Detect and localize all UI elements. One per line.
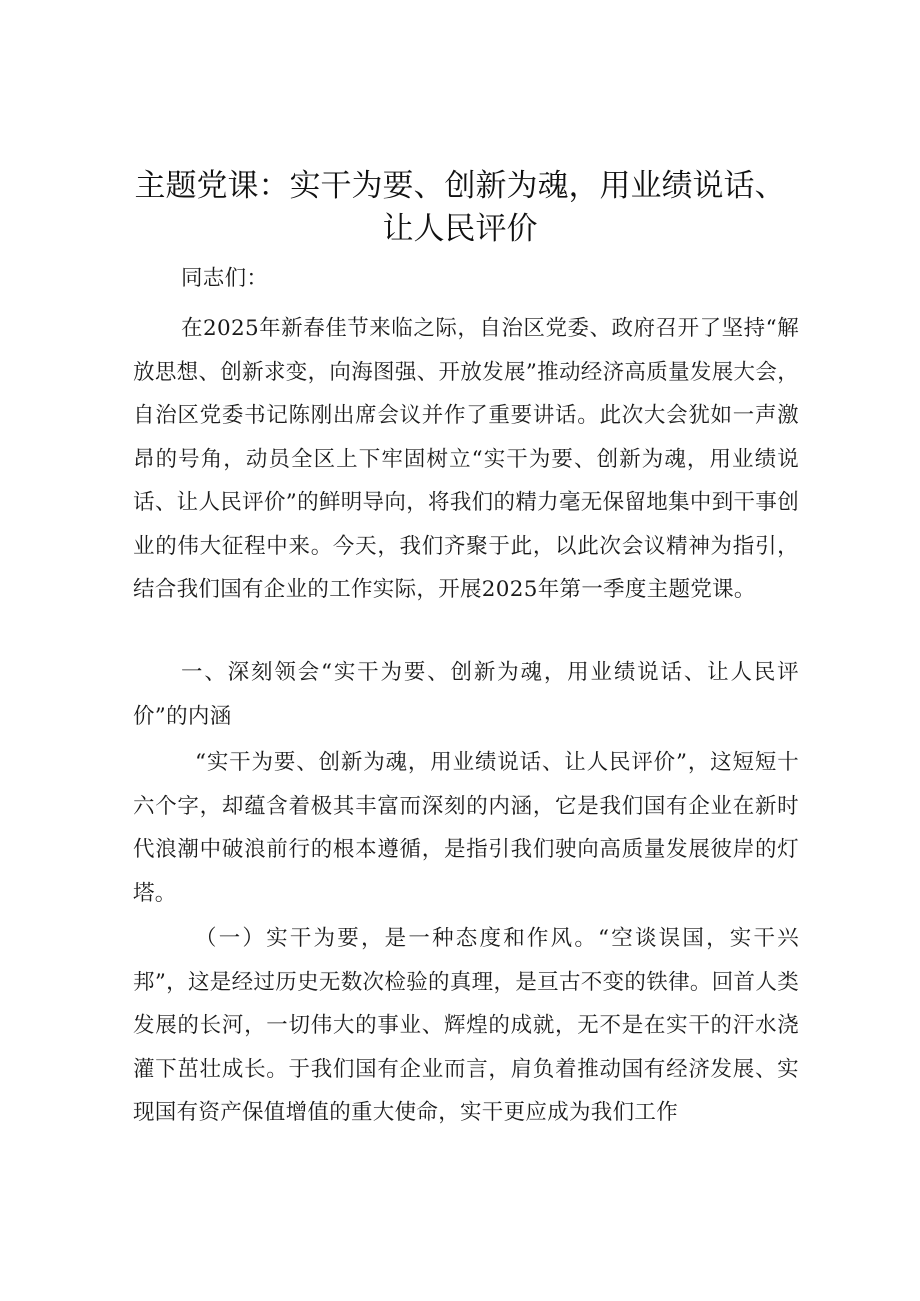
document-title: 主题党课：实干为要、创新为魂，用业绩说话、让人民评价 <box>134 168 786 247</box>
paragraph-section-1: “实干为要、创新为魂，用业绩说话、让人民评价”，这短短十六个字，却蕴含着极其丰富而深刻的内涵，它是我们国有企业在新时代浪潮中破浪前行的根本遵循，是指引我们驶向高质量发展彼岸的灯塔。 <box>133 750 799 906</box>
paragraph-subsection-1: （一）实干为要，是一种态度和作风。“空谈误国，实干兴邦”，这是经过历史无数次检验的真理，是亘古不变的铁律。回首人类发展的长河，一切伟大的事业、辉煌的成就，无不是在实干的汗水浇灌下茁壮成长。于我们国有企业而言，肩负着推动国有经济发展、实现国有资产保值增值的重大使命，实干更应成为我们工作 <box>133 926 799 1125</box>
section-heading-1: 一、深刻领会“实干为要、创新为魂，用业绩说话、让人民评价”的内涵 <box>133 660 799 729</box>
paragraph-intro: 在2025年新春佳节来临之际，自治区党委、政府召开了坚持“解放思想、创新求变，向海图强、开放发展”推动经济高质量发展大会，自治区党委书记陈刚出席会议并作了重要讲话。此次大会犹如一声激昂的号角，动员全区上下牢固树立“实干为要、创新为魂，用业绩说话、让人民评价”的鲜明导向，将我们的精力毫无保留地集中到干事创业的伟大征程中来。今天，我们齐聚于此，以此次会议精神为指引，结合我们国有企业的工作实际，开展2025年第一季度主题党课。 <box>133 316 799 602</box>
greeting: 同志们： <box>181 266 269 291</box>
